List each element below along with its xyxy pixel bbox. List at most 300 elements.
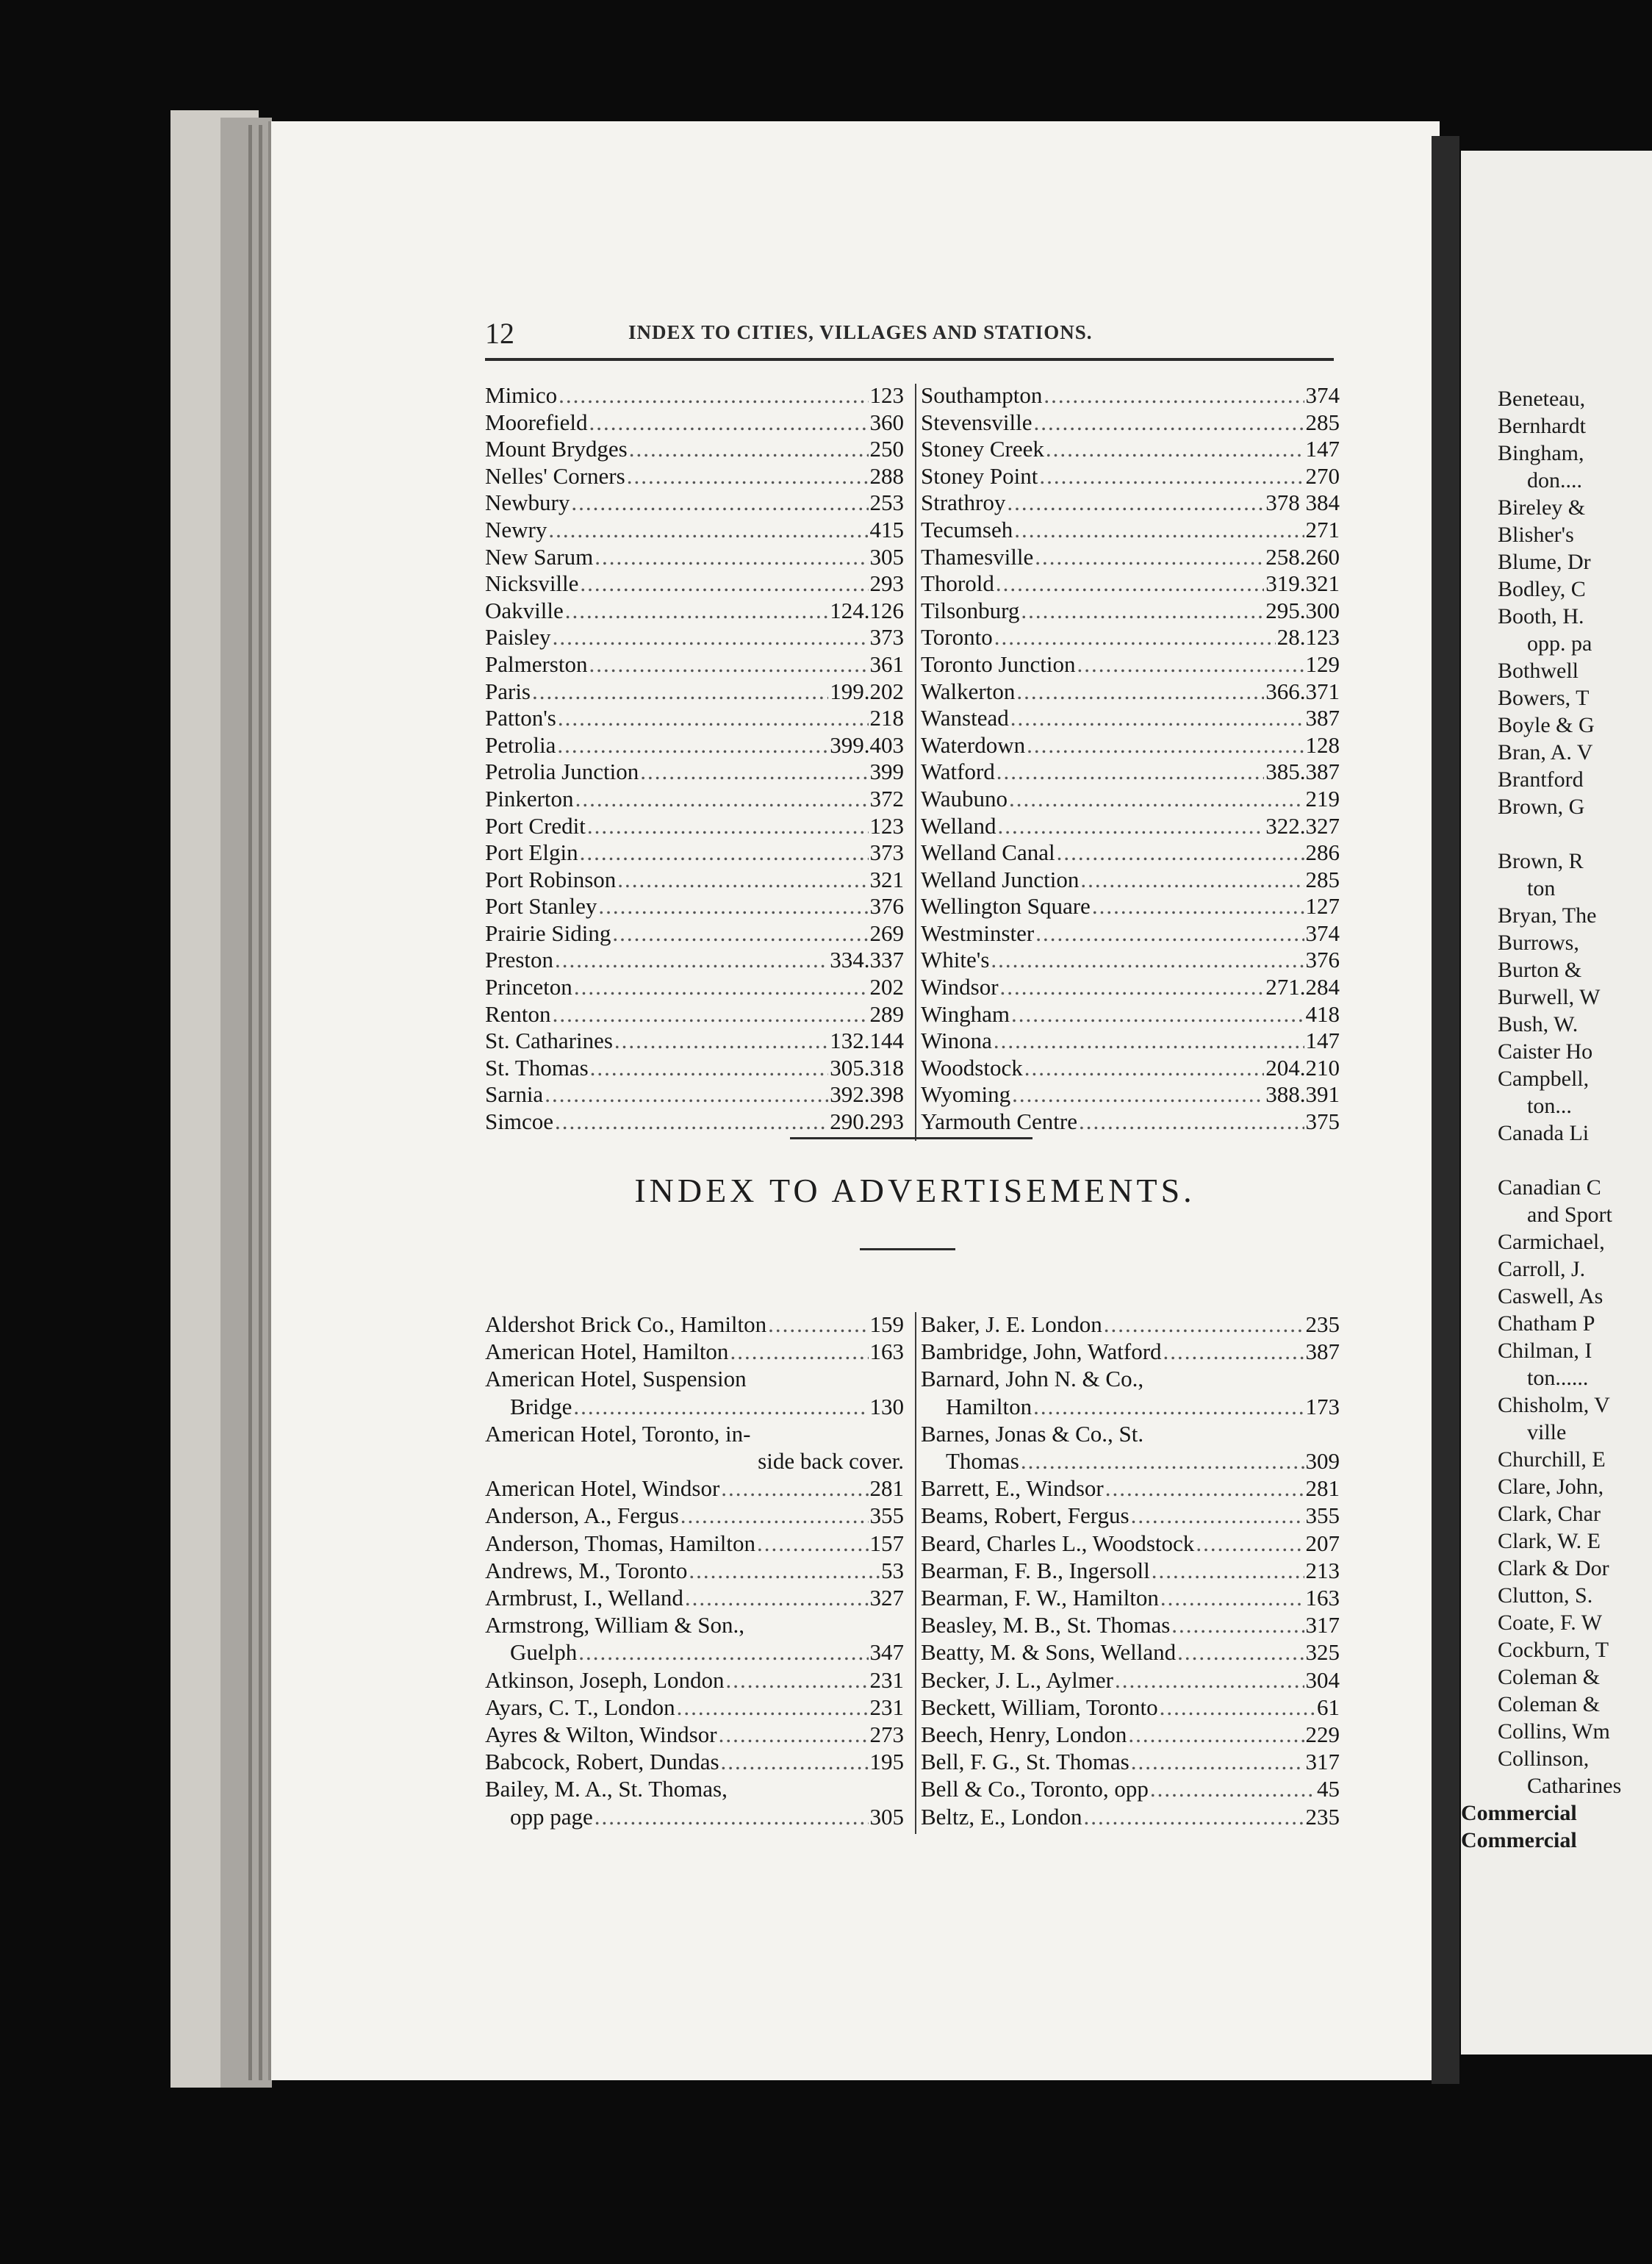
advertisement-entry [485,1775,904,1802]
entry-name: American Hotel, Hamilton [485,1339,729,1365]
dot-leader [574,974,869,1001]
dot-leader [565,598,829,625]
entry-page: 327 [869,1585,904,1611]
facing-page-entry: Bowers, T [1498,686,1590,710]
dot-leader [629,436,869,463]
city-entry [921,570,1340,598]
entry-page: 418 [1305,1000,1340,1027]
entry-name: Beard, Charles L., Woodstock [921,1530,1195,1556]
city-entry [921,920,1340,947]
dot-leader [1163,1338,1304,1365]
page-edge-line [259,125,262,2080]
entry-name: Beech, Henry, London [921,1722,1127,1748]
city-entry [485,920,904,947]
dot-leader [595,544,868,571]
city-entry [921,1001,1340,1028]
city-entry [921,490,1340,517]
facing-page-entry: Bush, W. [1498,1012,1579,1036]
advertisement-entry [921,1530,1340,1557]
dot-leader [1012,1081,1264,1108]
entry-page: 258.260 [1265,543,1340,570]
entry-name: Bailey, M. A., St. Thomas, [485,1776,728,1802]
city-entry [485,1001,904,1028]
entry-name: Welland Canal [921,839,1055,866]
dot-leader [1160,1584,1304,1611]
entry-name: Anderson, A., Fergus [485,1502,679,1529]
dot-leader [612,920,868,947]
dot-leader [1014,517,1304,544]
entry-name: Thomas [946,1448,1019,1475]
advertisement-entry [485,1803,904,1830]
entry-page: 281 [1305,1475,1340,1502]
dot-leader [721,1475,868,1502]
entry-page: 28.123 [1276,624,1340,651]
entry-page: 347 [869,1639,904,1666]
dot-leader [1079,1108,1304,1136]
entry-name: Waubuno [921,785,1008,812]
entry-name: Southampton [921,382,1043,408]
facing-page-entry: Beneteau, [1498,387,1586,411]
entry-page: 53 [881,1557,904,1583]
entry-name: Armbrust, I., Welland [485,1585,683,1611]
entry-page: 218 [869,705,904,731]
entry-name: Toronto [921,624,993,651]
entry-name: American Hotel, Toronto, in- [485,1420,751,1447]
city-entry [485,867,904,894]
entry-page: 372 [869,785,904,812]
entry-page: 378 384 [1265,490,1340,516]
city-entry [921,1081,1340,1108]
section-rule [790,1137,1032,1139]
facing-page-entry: Blisher's [1498,523,1574,547]
entry-name: Bearman, F. B., Ingersoll [921,1557,1150,1583]
entry-name: Barrett, E., Windsor [921,1475,1104,1502]
entry-name: Thorold [921,570,994,597]
dot-leader [991,947,1304,974]
dot-leader [571,490,868,517]
entry-name: Atkinson, Joseph, London [485,1666,725,1693]
dot-leader [1024,1055,1265,1082]
entry-page: 195 [869,1749,904,1775]
cities-column-right [921,382,1340,1136]
facing-page-entry: Chatham P [1498,1311,1595,1336]
advertisement-entry [921,1775,1340,1802]
entry-name: Ayres & Wilton, Windsor [485,1722,717,1748]
city-entry [485,974,904,1001]
dot-leader [640,759,868,786]
facing-page-entry: Boyle & G [1498,713,1595,737]
facing-page-entry: Catharines [1527,1774,1622,1798]
facing-page-entry: ville [1527,1420,1567,1444]
entry-page: 392.398 [830,1081,904,1108]
facing-page-entry: and Sport [1527,1203,1612,1227]
entry-page: 399 [869,759,904,785]
dot-leader [558,705,869,732]
page-number: 12 [485,317,514,350]
entry-page: 290.293 [830,1108,904,1135]
dot-leader [1021,1447,1304,1475]
advertisement-entry [485,1338,904,1365]
entry-page: 207 [1305,1530,1340,1556]
advertisement-entry [485,1557,904,1584]
dot-leader [1039,463,1304,490]
entry-page: 385.387 [1265,759,1340,785]
dot-leader [553,624,869,651]
dot-leader [1104,1311,1304,1338]
entry-name: Beckett, William, Toronto [921,1694,1158,1720]
entry-name: Tecumseh [921,516,1013,542]
entry-name: Mimico [485,382,558,408]
advertisement-entry [921,1557,1340,1584]
dot-leader [1131,1748,1304,1775]
entry-name: Nelles' Corners [485,462,625,489]
entry-page: 293 [869,570,904,597]
facing-page-entry: Campbell, [1498,1067,1590,1091]
advertisement-entry [485,1666,904,1694]
entry-page: 163 [869,1339,904,1365]
entry-page: 213 [1305,1557,1340,1583]
entry-page: 229 [1305,1722,1340,1748]
entry-page: 157 [869,1530,904,1556]
city-entry [485,1108,904,1136]
entry-page: 61 [1317,1694,1340,1720]
facing-page-entry: Churchill, E [1498,1447,1606,1472]
entry-page: 375 [1305,1108,1340,1135]
entry-name: Winona [921,1028,992,1054]
facing-page-entry: Caister Ho [1498,1039,1593,1064]
dot-leader [578,1638,868,1666]
city-entry [921,974,1340,1001]
dot-leader [1128,1721,1304,1748]
entry-name: Prairie Siding [485,920,611,946]
facing-page-entry: Bryan, The [1498,903,1597,928]
dot-leader [730,1338,868,1365]
advertisement-entry [921,1584,1340,1611]
facing-page-entry: ton [1527,876,1556,900]
city-entry [921,598,1340,625]
facing-page-entry: Chisholm, V [1498,1393,1610,1417]
entry-name: Newry [485,516,547,542]
entry-name: Oakville [485,597,564,623]
advertisement-entry [921,1447,1340,1475]
dot-leader [1021,598,1264,625]
city-entry [921,1108,1340,1136]
entry-name: Petrolia Junction [485,759,639,785]
dot-leader [555,1108,828,1136]
entry-page: 123 [869,812,904,839]
facing-page-entry: Clark & Dor [1498,1556,1609,1580]
entry-name: Becker, J. L., Aylmer [921,1666,1113,1693]
entry-page: 127 [1305,893,1340,920]
entry-page: 285 [1305,409,1340,435]
entry-name: Hamilton [946,1393,1032,1419]
entry-name: Preston [485,947,553,973]
entry-page: 202 [869,974,904,1000]
entry-page: 199.202 [830,678,904,704]
city-entry [485,463,904,490]
advertisement-entry [921,1420,1340,1447]
dot-leader [587,813,869,840]
facing-page-entry: Bernhardt [1498,414,1586,438]
city-entry [485,813,904,840]
entry-name: side back cover. [758,1448,904,1475]
entry-page: 147 [1305,1028,1340,1054]
city-entry [485,651,904,678]
entry-name: Paisley [485,624,551,651]
dot-leader [1046,436,1304,463]
dot-leader [1057,839,1304,867]
section-rule-short [860,1248,955,1250]
dot-leader [757,1530,869,1557]
entry-name: White's [921,947,990,973]
city-entry [921,382,1340,409]
entry-page: 235 [1305,1311,1340,1337]
dot-leader [1115,1666,1304,1694]
advertisement-entry [921,1721,1340,1748]
advertisement-entry [921,1502,1340,1529]
entry-name: Renton [485,1000,551,1027]
advertisement-entry [921,1475,1340,1502]
city-entry [485,490,904,517]
entry-name: Princeton [485,974,572,1000]
entry-name: Beams, Robert, Fergus [921,1502,1130,1529]
dot-leader [557,732,828,759]
dot-leader [1016,678,1264,706]
facing-page-entry: Cockburn, T [1498,1638,1609,1662]
entry-page: 376 [869,893,904,920]
advertisement-entry [921,1666,1340,1694]
facing-page-entry: Brown, G [1498,795,1585,819]
dot-leader [680,1502,869,1529]
entry-name: Beatty, M. & Sons, Welland [921,1639,1177,1666]
city-entry [485,947,904,974]
dot-leader [559,382,868,409]
dot-leader [1196,1530,1304,1557]
entry-name: Welland [921,812,996,839]
dot-leader [1033,1393,1304,1420]
entry-name: Simcoe [485,1108,553,1135]
column-divider [915,1312,916,1834]
dot-leader [998,813,1265,840]
facing-page-entry: Booth, H. [1498,604,1584,628]
facing-page-entry: Clare, John, [1498,1475,1604,1499]
entry-name: Bell & Co., Toronto, opp [921,1776,1149,1802]
entry-page: 132.144 [830,1028,904,1054]
entry-page: 415 [869,516,904,542]
column-divider [915,384,916,1141]
city-entry [485,839,904,867]
city-entry [921,813,1340,840]
facing-page [1461,151,1652,2055]
entry-page: 286 [1305,839,1340,866]
entry-name: Westminster [921,920,1035,946]
entry-name: Patton's [485,705,556,731]
entry-page: 305 [869,543,904,570]
city-entry [485,624,904,651]
entry-name: Baker, J. E. London [921,1311,1102,1337]
entry-name: Babcock, Robert, Dundas [485,1749,719,1775]
entry-name: Bridge [510,1393,572,1419]
facing-page-entry: Chilman, I [1498,1339,1592,1363]
city-entry [921,839,1340,867]
advertisement-entry [485,1311,904,1338]
dot-leader [1009,786,1304,813]
dot-leader [595,1803,869,1830]
entry-page: 250 [869,436,904,462]
entry-page: 305.318 [830,1054,904,1081]
entry-name: Beltz, E., London [921,1803,1082,1830]
city-entry [485,517,904,544]
city-entry [485,1081,904,1108]
entry-page: 128 [1305,731,1340,758]
city-entry [485,382,904,409]
entry-page: 285 [1305,866,1340,892]
advertisement-entry [485,1584,904,1611]
city-entry [485,544,904,571]
entry-page: 360 [869,409,904,435]
entry-name: Newbury [485,490,570,516]
entry-page: 319.321 [1265,570,1340,597]
dot-leader [573,1393,868,1420]
entry-name: Welland Junction [921,866,1080,892]
entry-name: American Hotel, Suspension [485,1366,747,1392]
dot-leader [1131,1502,1304,1529]
facing-page-entry: don.... [1527,468,1582,492]
header-rule [485,358,1334,361]
book-edge-inner [220,118,272,2088]
entry-name: Bearman, F. W., Hamilton [921,1585,1159,1611]
city-entry [485,786,904,813]
facing-page-entry: Caswell, As [1498,1284,1603,1308]
dot-leader [677,1694,869,1721]
entry-name: Nicksville [485,570,579,597]
entry-name: Anderson, Thomas, Hamilton [485,1530,755,1556]
facing-page-entry: Carroll, J. [1498,1257,1586,1281]
city-entry [921,463,1340,490]
entry-page: 317 [1305,1749,1340,1775]
entry-name: Palmerston [485,651,588,677]
facing-page-entry: Commercial [1461,1828,1577,1852]
entry-name: Andrews, M., Toronto [485,1557,688,1583]
advertisement-entry [485,1447,904,1475]
city-entry [921,867,1340,894]
dot-leader [598,893,868,920]
entry-name: Petrolia [485,731,556,758]
entry-page: 231 [869,1666,904,1693]
city-entry [921,436,1340,463]
advertisement-entry [485,1611,904,1638]
facing-page-entry: ton... [1527,1094,1572,1118]
city-entry [921,947,1340,974]
dot-leader [545,1081,828,1108]
entry-page: 281 [869,1475,904,1502]
entry-name: Pinkerton [485,785,574,812]
entry-name: Paris [485,678,531,704]
dot-leader [617,867,868,894]
entry-page: 387 [1305,1339,1340,1365]
dot-leader [1044,382,1304,409]
dot-leader [1000,974,1265,1001]
city-entry [921,732,1340,759]
city-entry [485,678,904,706]
entry-name: Sarnia [485,1081,544,1108]
city-entry [921,705,1340,732]
entry-name: Stevensville [921,409,1032,435]
facing-page-entry: Clark, W. E [1498,1529,1601,1553]
dot-leader [1177,1638,1304,1666]
advertisement-entry [921,1694,1340,1721]
entry-name: Yarmouth Centre [921,1108,1077,1135]
city-entry [485,1055,904,1082]
advertisement-entry [921,1611,1340,1638]
city-entry [921,624,1340,651]
entry-name: Mount Brydges [485,436,628,462]
advertisement-entry [485,1694,904,1721]
entry-page: 374 [1305,382,1340,408]
entry-page: 130 [869,1393,904,1419]
entry-name: Port Stanley [485,893,597,920]
entry-page: 321 [869,866,904,892]
dot-leader [1035,920,1304,947]
dot-leader [589,651,869,678]
entry-page: 271 [1305,516,1340,542]
entry-page: 159 [869,1311,904,1337]
entry-page: 305 [869,1803,904,1830]
dot-leader [580,570,868,598]
facing-page-entry: Bingham, [1498,441,1584,465]
city-entry [921,409,1340,437]
entry-page: 361 [869,651,904,677]
city-entry [921,544,1340,571]
entry-name: Aldershot Brick Co., Hamilton [485,1311,767,1337]
dot-leader [555,947,828,974]
dot-leader [1010,705,1304,732]
facing-page-entry: Bran, A. V [1498,740,1593,764]
dot-leader [1092,893,1304,920]
dot-leader [590,1055,829,1082]
dot-leader [553,1001,869,1028]
entry-page: 147 [1305,436,1340,462]
dot-leader [685,1584,869,1611]
facing-page-entry: Burrows, [1498,931,1579,955]
entry-name: American Hotel, Windsor [485,1475,720,1502]
entry-name: Bambridge, John, Watford [921,1339,1162,1365]
dot-leader [1027,732,1304,759]
entry-page: 387 [1305,705,1340,731]
facing-page-entry: opp. pa [1527,631,1592,656]
entry-page: 309 [1305,1448,1340,1475]
advertisement-entry [921,1311,1340,1338]
advertisements-column-left [485,1311,904,1830]
entry-name: Watford [921,759,995,785]
dot-leader [614,1028,828,1055]
dot-leader [1152,1557,1304,1584]
city-entry [921,651,1340,678]
entry-page: 366.371 [1265,678,1340,704]
facing-page-entry: Carmichael, [1498,1230,1605,1254]
dot-leader [627,463,869,490]
entry-page: 235 [1305,1803,1340,1830]
entry-name: Walkerton [921,678,1016,704]
dot-leader [1011,1001,1304,1028]
facing-page-entry: Bothwell [1498,659,1579,683]
dot-leader [548,517,868,544]
facing-page-entry: Blume, Dr [1498,550,1591,574]
entry-page: 231 [869,1694,904,1720]
entry-page: 373 [869,839,904,866]
advertisement-entry [485,1748,904,1775]
entry-page: 325 [1305,1639,1340,1666]
